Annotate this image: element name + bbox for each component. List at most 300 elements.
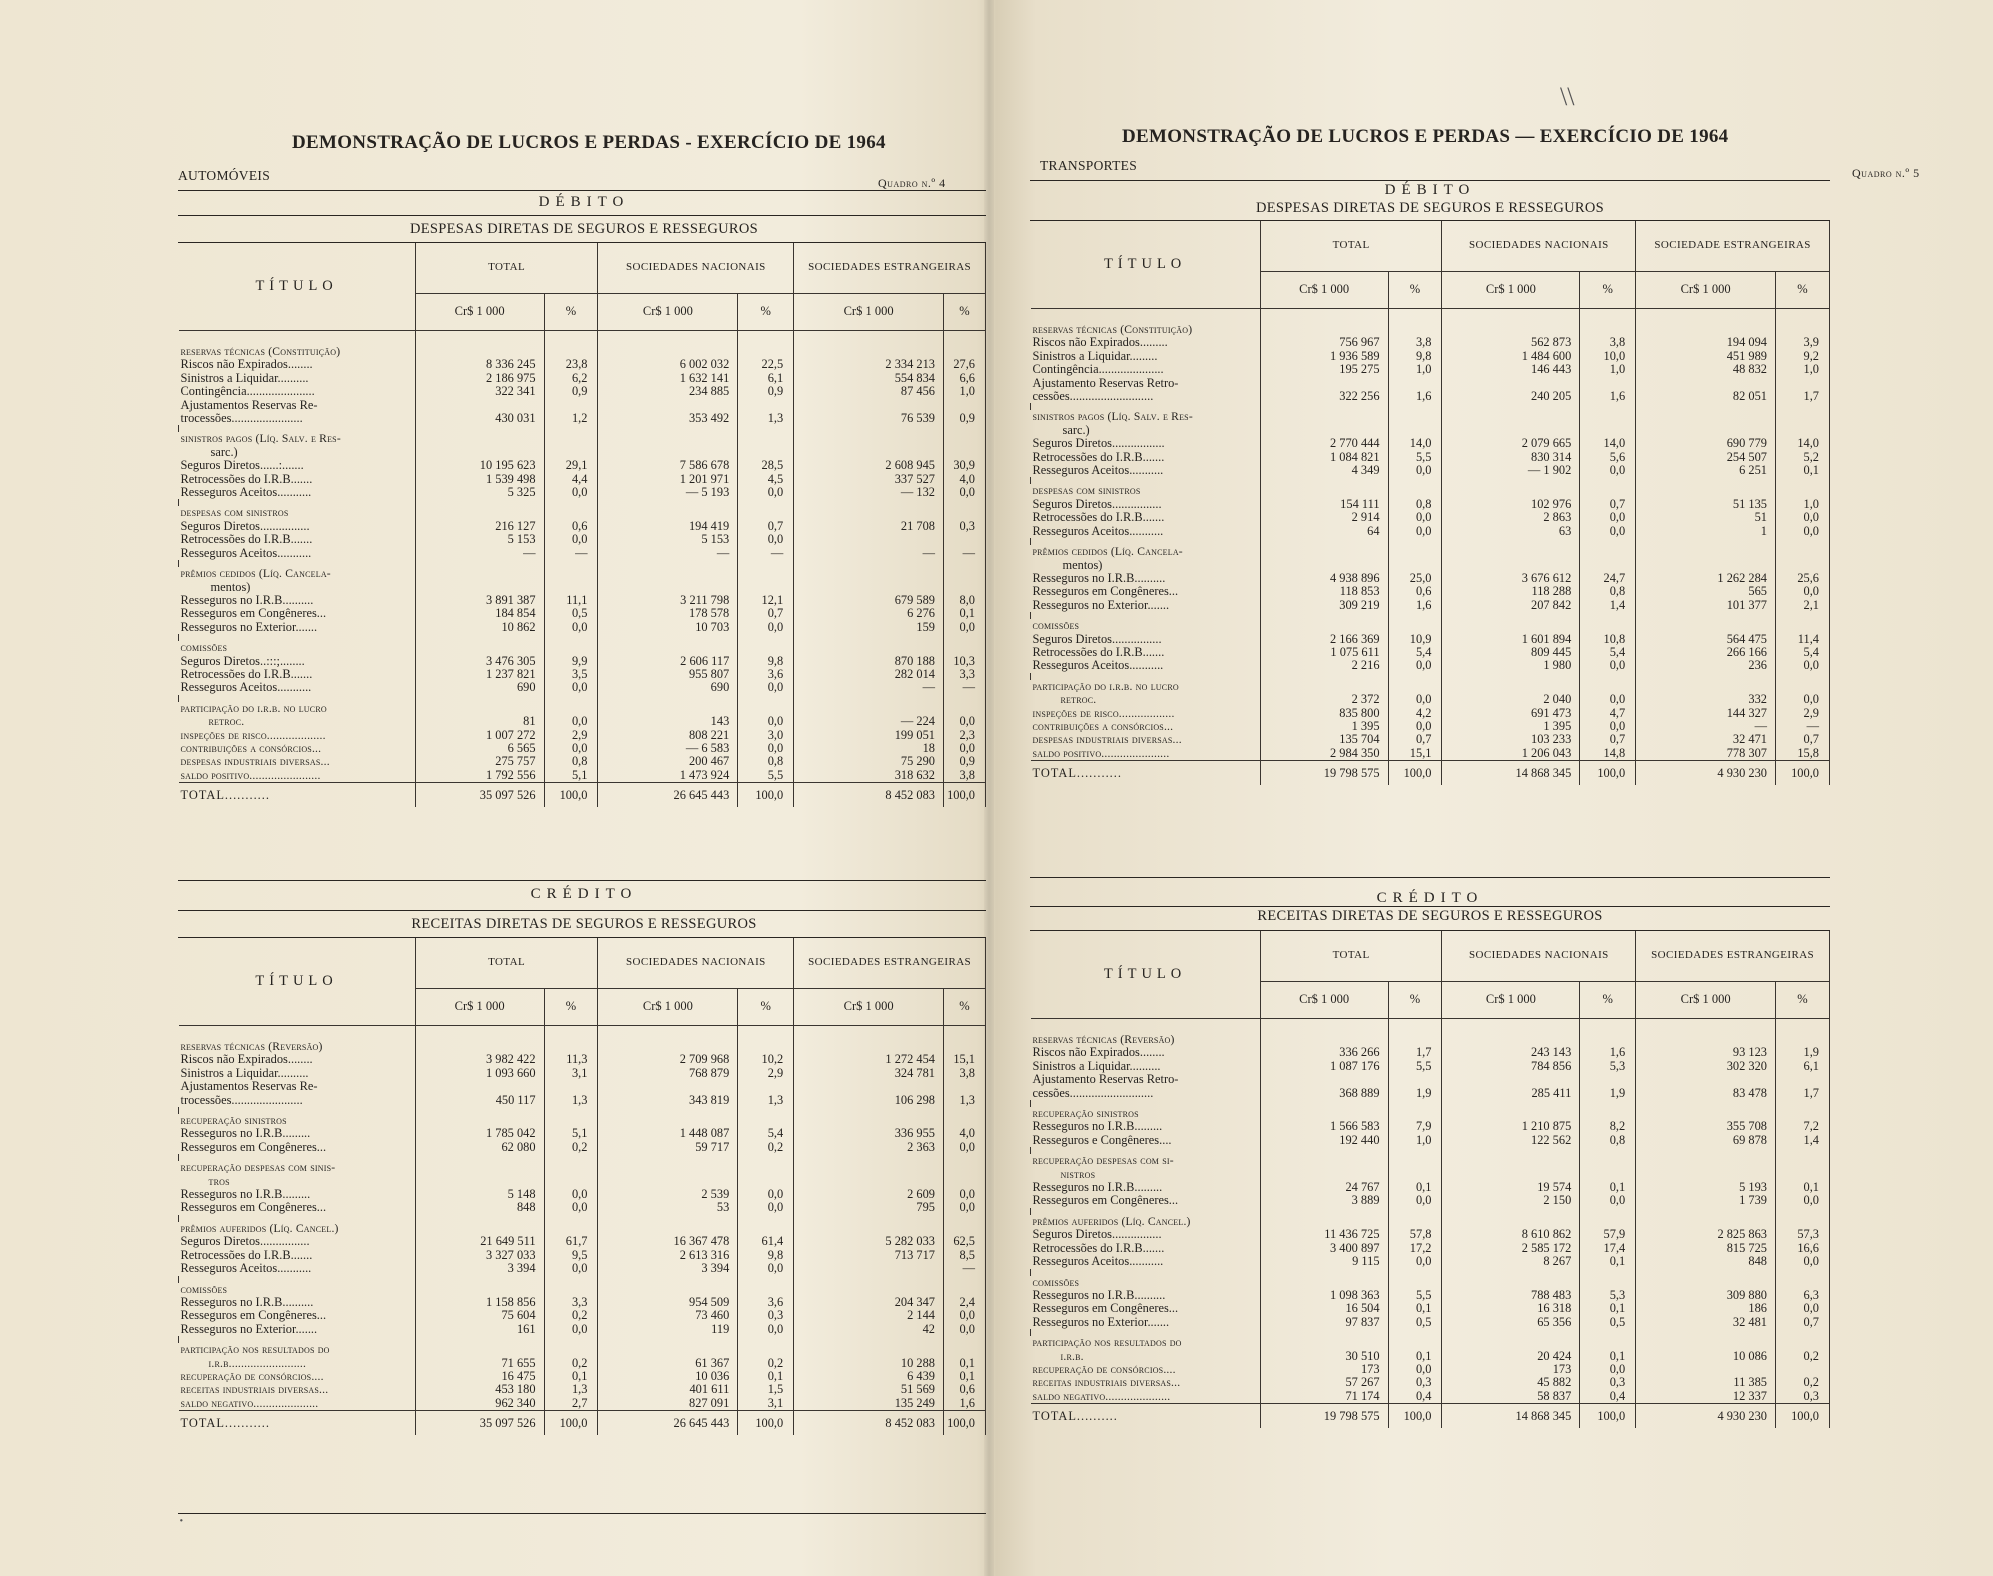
row-label: Sinistros a Liquidar.......... bbox=[179, 372, 416, 385]
spacer-cell bbox=[544, 560, 598, 567]
spacer-cell bbox=[1776, 1329, 1830, 1336]
table-row bbox=[179, 1201, 986, 1214]
value-cell: 2 040 bbox=[1442, 693, 1580, 706]
value-cell: 194 094 bbox=[1636, 336, 1776, 349]
value-cell: 954 509 bbox=[598, 1296, 738, 1309]
percent-cell bbox=[544, 702, 598, 715]
percent-cell: 9,9 bbox=[544, 655, 598, 668]
value-cell: 173 bbox=[1442, 1363, 1580, 1376]
category-label bbox=[1031, 1154, 1261, 1167]
column-group-header: SOCIEDADES NACIONAIS bbox=[598, 243, 794, 294]
percent-cell: 0,1 bbox=[1580, 1350, 1636, 1363]
percent-cell: 2,9 bbox=[1775, 707, 1829, 720]
row-label: cessões........................... bbox=[1031, 390, 1261, 403]
category-text: saldo negativo..................... bbox=[1032, 1389, 1171, 1403]
table-row bbox=[1031, 410, 1830, 423]
percent-cell bbox=[1580, 309, 1636, 337]
percent-cell: 61,7 bbox=[544, 1235, 598, 1248]
category-label bbox=[179, 1283, 416, 1296]
table-row bbox=[179, 641, 986, 654]
row-label: Riscos não Expirados........ bbox=[1031, 1046, 1261, 1059]
table-row bbox=[179, 1397, 986, 1411]
percent-cell: 15,8 bbox=[1775, 747, 1829, 761]
spacer-cell bbox=[943, 499, 985, 506]
value-cell: 1 395 bbox=[1260, 720, 1388, 733]
percent-cell: 25,0 bbox=[1388, 572, 1442, 585]
percent-cell: 0,0 bbox=[738, 533, 794, 546]
value-cell: 32 471 bbox=[1636, 733, 1776, 746]
percent-cell: 0,7 bbox=[1776, 1316, 1830, 1329]
percent-cell: 5,4 bbox=[1580, 646, 1636, 659]
value-cell: 1 980 bbox=[1442, 659, 1580, 672]
table-row bbox=[179, 1357, 986, 1370]
table-row bbox=[179, 655, 986, 668]
spacer-cell bbox=[1442, 1329, 1580, 1336]
table-row bbox=[179, 1188, 986, 1201]
percent-cell: 0,2 bbox=[544, 1357, 598, 1370]
value-cell bbox=[598, 1175, 738, 1188]
spacer-cell bbox=[943, 695, 985, 702]
value-cell: 69 878 bbox=[1636, 1134, 1776, 1147]
spacer-cell bbox=[544, 1276, 598, 1283]
column-header-titulo: TÍTULO bbox=[1031, 931, 1261, 1019]
value-cell: 2 609 bbox=[794, 1188, 944, 1201]
percent-cell: 57,3 bbox=[1776, 1228, 1830, 1241]
spacer-cell bbox=[943, 1336, 985, 1343]
table-row bbox=[1031, 1154, 1830, 1167]
percent-cell: 57,8 bbox=[1388, 1228, 1442, 1241]
table-row bbox=[1031, 572, 1830, 585]
spacer-cell bbox=[1442, 612, 1580, 619]
percent-cell: 28,5 bbox=[738, 459, 794, 472]
spacer-cell bbox=[1260, 1329, 1388, 1336]
table-row bbox=[179, 1343, 986, 1356]
percent-cell bbox=[544, 567, 598, 580]
category-text: retroc. bbox=[208, 715, 245, 729]
spacer-cell bbox=[943, 425, 985, 432]
spacer-cell bbox=[1260, 612, 1388, 619]
percent-cell: 10,8 bbox=[1580, 633, 1636, 646]
spacer-cell bbox=[179, 1154, 416, 1161]
percent-cell bbox=[1776, 1107, 1830, 1120]
percent-cell bbox=[1580, 484, 1636, 497]
value-cell: — bbox=[1636, 720, 1776, 733]
value-cell: 73 460 bbox=[598, 1309, 738, 1322]
value-cell bbox=[1442, 559, 1580, 572]
spacer-cell bbox=[1260, 673, 1388, 680]
spacer-cell bbox=[1580, 1269, 1636, 1276]
table-row bbox=[179, 1276, 986, 1283]
spacer-cell bbox=[1636, 1100, 1776, 1107]
spacer-cell bbox=[598, 1276, 738, 1283]
percent-cell: 24,7 bbox=[1580, 572, 1636, 585]
credito-subheading: RECEITAS DIRETAS DE SEGUROS E RESSEGUROS bbox=[411, 916, 757, 932]
percent-cell: 2,1 bbox=[1775, 599, 1829, 612]
value-cell bbox=[598, 506, 738, 519]
value-cell: 768 879 bbox=[598, 1067, 738, 1080]
percent-cell: 14,0 bbox=[1775, 437, 1829, 450]
percent-cell: 0,0 bbox=[544, 1201, 598, 1214]
percent-cell: 0,1 bbox=[1775, 464, 1829, 477]
percent-cell: 12,1 bbox=[738, 594, 794, 607]
percent-cell bbox=[1580, 559, 1636, 572]
percent-cell: 0,0 bbox=[1776, 1302, 1830, 1315]
spacer-cell bbox=[415, 1215, 544, 1222]
table-row bbox=[179, 412, 986, 425]
value-cell bbox=[1636, 1215, 1776, 1228]
value-cell: 1 158 856 bbox=[415, 1296, 544, 1309]
row-label: Ajustamento Reservas Retro- bbox=[1031, 377, 1261, 390]
value-cell bbox=[415, 331, 544, 359]
value-cell bbox=[794, 1114, 944, 1127]
table-row bbox=[1031, 1147, 1830, 1154]
table-row bbox=[179, 358, 986, 371]
total-value: 14 868 345 bbox=[1442, 1404, 1580, 1428]
value-cell: 254 507 bbox=[1636, 451, 1776, 464]
value-cell bbox=[794, 446, 944, 459]
percent-cell bbox=[544, 1222, 598, 1235]
value-cell: 58 837 bbox=[1442, 1390, 1580, 1404]
table-row bbox=[1031, 477, 1830, 484]
column-group-header: SOCIEDADES ESTRANGEIRAS bbox=[1636, 931, 1830, 982]
row-label: Seguros Diretos......:....... bbox=[179, 459, 416, 472]
value-cell: 1 098 363 bbox=[1260, 1289, 1388, 1302]
row-label: Resseguros Aceitos........... bbox=[179, 547, 416, 560]
category-text: despesas industriais diversas... bbox=[180, 755, 330, 769]
percent-cell bbox=[1580, 1168, 1636, 1181]
row-label: trocessões....................... bbox=[179, 1094, 416, 1107]
table-row bbox=[1031, 1255, 1830, 1268]
spacer-cell bbox=[598, 695, 738, 702]
value-cell: 1 739 bbox=[1636, 1194, 1776, 1207]
table-row bbox=[1031, 673, 1830, 680]
value-cell: 5 193 bbox=[1636, 1181, 1776, 1194]
percent-cell: 0,0 bbox=[943, 486, 985, 499]
value-cell: 3 889 bbox=[1260, 1194, 1388, 1207]
table-row bbox=[1031, 538, 1830, 545]
percent-cell bbox=[1388, 1215, 1442, 1228]
percent-cell: 0,7 bbox=[1775, 733, 1829, 746]
spacer-cell bbox=[1636, 477, 1776, 484]
value-cell: 102 976 bbox=[1442, 498, 1580, 511]
percent-cell bbox=[1388, 377, 1442, 390]
category-text: sinistros pagos (Líq. Salv. e Res- bbox=[1032, 410, 1193, 424]
table-row bbox=[179, 594, 986, 607]
table-row bbox=[179, 1067, 986, 1080]
percent-cell: 0,0 bbox=[1775, 693, 1829, 706]
row-label: Resseguros no I.R.B.......... bbox=[1031, 572, 1261, 585]
percent-cell: 0,0 bbox=[1580, 720, 1636, 733]
percent-cell: 3,6 bbox=[738, 1296, 794, 1309]
value-cell: 336 955 bbox=[794, 1127, 944, 1140]
value-cell: 788 483 bbox=[1442, 1289, 1580, 1302]
percent-cell bbox=[1388, 309, 1442, 337]
percent-cell: 6,3 bbox=[1776, 1289, 1830, 1302]
table-row bbox=[179, 1053, 986, 1066]
value-cell bbox=[1260, 484, 1388, 497]
table-row bbox=[1031, 693, 1830, 706]
spacer-cell bbox=[794, 499, 944, 506]
value-cell bbox=[794, 567, 944, 580]
value-cell: 6 276 bbox=[794, 607, 944, 620]
row-label: Ajustamentos Reservas Re- bbox=[179, 399, 416, 412]
row-label: sarc.) bbox=[1031, 424, 1261, 437]
value-cell: 337 527 bbox=[794, 473, 944, 486]
spacer-cell bbox=[1388, 612, 1442, 619]
percent-cell: 6,1 bbox=[1776, 1060, 1830, 1073]
value-cell: 848 bbox=[415, 1201, 544, 1214]
value-cell bbox=[794, 1080, 944, 1093]
percent-cell: 16,6 bbox=[1776, 1242, 1830, 1255]
category-text: participação nos resultados do bbox=[1032, 1336, 1182, 1350]
category-text: contribuições a consórcios... bbox=[1032, 719, 1174, 733]
percent-cell bbox=[1775, 410, 1829, 423]
percent-cell: 5,6 bbox=[1580, 451, 1636, 464]
row-label: Resseguros no Exterior....... bbox=[1031, 599, 1261, 612]
value-cell bbox=[598, 1080, 738, 1093]
spacer-cell bbox=[794, 560, 944, 567]
category-text: despesas com sinistros bbox=[1032, 484, 1141, 498]
value-cell: 713 717 bbox=[794, 1249, 944, 1262]
percent-cell bbox=[1775, 545, 1829, 558]
percent-cell: 3,0 bbox=[738, 729, 794, 742]
value-cell bbox=[794, 331, 944, 359]
table-row bbox=[1031, 1289, 1830, 1302]
value-cell bbox=[794, 432, 944, 445]
percent-cell bbox=[1775, 309, 1829, 337]
percent-cell: 61,4 bbox=[738, 1235, 794, 1248]
category-text: inspeções de risco................... bbox=[180, 728, 326, 742]
value-cell: 848 bbox=[1636, 1255, 1776, 1268]
percent-cell bbox=[738, 506, 794, 519]
category-label bbox=[179, 432, 416, 445]
spacer-cell bbox=[1388, 1269, 1442, 1276]
value-cell: 2 585 172 bbox=[1442, 1242, 1580, 1255]
category-text: receitas industriais diversas... bbox=[180, 1383, 329, 1397]
column-subheader: Cr$ 1 000 bbox=[415, 989, 544, 1026]
row-label: Resseguros no I.R.B......... bbox=[1031, 1181, 1261, 1194]
table-row bbox=[1031, 1215, 1830, 1228]
percent-cell: 1,2 bbox=[544, 412, 598, 425]
percent-cell: 8,5 bbox=[943, 1249, 985, 1262]
table-row bbox=[179, 560, 986, 567]
row-label: Resseguros no I.R.B......... bbox=[1031, 1120, 1261, 1133]
total-value: 19 798 575 bbox=[1260, 1404, 1388, 1428]
percent-cell: 14,8 bbox=[1580, 747, 1636, 761]
row-label: Retrocessões do I.R.B....... bbox=[179, 668, 416, 681]
percent-cell bbox=[1580, 1019, 1636, 1047]
percent-cell: 0,0 bbox=[1580, 693, 1636, 706]
column-group-header: SOCIEDADES ESTRANGEIRAS bbox=[794, 243, 986, 294]
row-label: Resseguros em Congêneres... bbox=[179, 1141, 416, 1154]
spacer-cell bbox=[738, 499, 794, 506]
percent-cell: 0,0 bbox=[1580, 511, 1636, 524]
percent-cell: 0,0 bbox=[1580, 464, 1636, 477]
category-text: participação do i.r.b. no lucro bbox=[1032, 679, 1179, 693]
spacer-cell bbox=[415, 634, 544, 641]
spacer-cell bbox=[1636, 673, 1776, 680]
spacer-cell bbox=[415, 1336, 544, 1343]
spacer-cell bbox=[1636, 612, 1776, 619]
percent-cell: 0,7 bbox=[1580, 733, 1636, 746]
percent-cell bbox=[1580, 545, 1636, 558]
value-cell bbox=[415, 1114, 544, 1127]
percent-cell bbox=[1388, 1276, 1442, 1289]
table-row bbox=[179, 1107, 986, 1114]
total-percent: 100,0 bbox=[1388, 1404, 1442, 1428]
spacer-cell bbox=[598, 1107, 738, 1114]
value-cell: 784 856 bbox=[1442, 1060, 1580, 1073]
column-subheader: Cr$ 1 000 bbox=[1442, 982, 1580, 1019]
value-cell: 8 610 862 bbox=[1442, 1228, 1580, 1241]
table-row bbox=[1031, 1228, 1830, 1241]
value-cell bbox=[1442, 377, 1580, 390]
percent-cell bbox=[1388, 1107, 1442, 1120]
percent-cell: 0,0 bbox=[1388, 511, 1442, 524]
percent-cell: 14,0 bbox=[1580, 437, 1636, 450]
value-cell bbox=[794, 533, 944, 546]
percent-cell: — bbox=[943, 1262, 985, 1275]
category-text: saldo positivo...................... bbox=[1032, 746, 1170, 760]
category-label bbox=[1031, 1019, 1261, 1047]
value-cell bbox=[1636, 545, 1776, 558]
spacer-cell bbox=[598, 560, 738, 567]
credito-heading: CRÉDITO bbox=[530, 886, 638, 902]
percent-cell: — bbox=[943, 547, 985, 560]
value-cell: 1 210 875 bbox=[1442, 1120, 1580, 1133]
percent-cell: 5,1 bbox=[544, 1127, 598, 1140]
table-row bbox=[1031, 633, 1830, 646]
value-cell: 144 327 bbox=[1636, 707, 1776, 720]
total-row bbox=[179, 1411, 986, 1435]
value-cell bbox=[598, 399, 738, 412]
value-cell: 5 325 bbox=[415, 486, 544, 499]
percent-cell bbox=[738, 1222, 794, 1235]
value-cell: 1 473 924 bbox=[598, 769, 738, 783]
percent-cell: 0,1 bbox=[1388, 1181, 1442, 1194]
percent-cell bbox=[544, 581, 598, 594]
value-cell bbox=[794, 1222, 944, 1235]
value-cell bbox=[415, 567, 544, 580]
total-value: 35 097 526 bbox=[415, 783, 544, 807]
category-continuation bbox=[179, 1175, 416, 1188]
value-cell bbox=[794, 1175, 944, 1188]
percent-cell: 3,8 bbox=[1388, 336, 1442, 349]
percent-cell: 10,9 bbox=[1388, 633, 1442, 646]
percent-cell: 30,9 bbox=[943, 459, 985, 472]
table-row bbox=[179, 486, 986, 499]
percent-cell: 1,6 bbox=[943, 1397, 985, 1411]
table-row bbox=[1031, 659, 1830, 672]
percent-cell bbox=[544, 399, 598, 412]
category-label bbox=[179, 769, 416, 783]
value-cell: — 6 583 bbox=[598, 742, 738, 755]
total-percent: 100,0 bbox=[1776, 1404, 1830, 1428]
percent-cell: 1,0 bbox=[1388, 363, 1442, 376]
table-row bbox=[179, 702, 986, 715]
total-percent: 100,0 bbox=[1388, 761, 1442, 785]
percent-cell: 11,4 bbox=[1775, 633, 1829, 646]
value-cell bbox=[1636, 484, 1776, 497]
value-cell: 118 853 bbox=[1260, 585, 1388, 598]
percent-cell: 1,0 bbox=[943, 385, 985, 398]
percent-cell bbox=[1775, 424, 1829, 437]
table-row bbox=[1031, 464, 1830, 477]
value-cell bbox=[1636, 1154, 1776, 1167]
column-group-header: SOCIEDADES NACIONAIS bbox=[598, 938, 794, 989]
table-row bbox=[179, 385, 986, 398]
quadro-number: Quadro n.º 4 bbox=[878, 176, 946, 190]
category-text: receitas industriais diversas... bbox=[1032, 1376, 1181, 1390]
spacer-cell bbox=[1580, 1329, 1636, 1336]
percent-cell bbox=[1775, 680, 1829, 693]
row-label: Contingência...................... bbox=[179, 385, 416, 398]
table-row bbox=[1031, 1046, 1830, 1059]
value-cell bbox=[1636, 1168, 1776, 1181]
category-label bbox=[1031, 484, 1261, 497]
value-cell bbox=[794, 399, 944, 412]
value-cell: 1 007 272 bbox=[415, 729, 544, 742]
value-cell bbox=[794, 506, 944, 519]
percent-cell bbox=[943, 399, 985, 412]
row-label: Resseguros no I.R.B......... bbox=[179, 1127, 416, 1140]
credito-rule bbox=[178, 910, 986, 911]
total-percent: 100,0 bbox=[1775, 761, 1829, 785]
total-value: 26 645 443 bbox=[598, 783, 738, 807]
value-cell bbox=[598, 432, 738, 445]
percent-cell bbox=[544, 506, 598, 519]
table-row bbox=[1031, 680, 1830, 693]
value-cell: 65 356 bbox=[1442, 1316, 1580, 1329]
percent-cell: 29,1 bbox=[544, 459, 598, 472]
percent-cell: 0,6 bbox=[544, 520, 598, 533]
table-row bbox=[1031, 336, 1830, 349]
spacer-cell bbox=[1388, 1147, 1442, 1154]
row-label: Resseguros no Exterior....... bbox=[1031, 1316, 1261, 1329]
value-cell: 450 117 bbox=[415, 1094, 544, 1107]
value-cell bbox=[415, 432, 544, 445]
spacer-cell bbox=[179, 560, 416, 567]
spacer-cell bbox=[1388, 673, 1442, 680]
value-cell bbox=[1260, 1276, 1388, 1289]
row-label: Resseguros no I.R.B......... bbox=[179, 1188, 416, 1201]
value-cell: 87 456 bbox=[794, 385, 944, 398]
percent-cell: 4,2 bbox=[1388, 707, 1442, 720]
percent-cell: 0,0 bbox=[544, 742, 598, 755]
table-row bbox=[1031, 1194, 1830, 1207]
percent-cell: 1,6 bbox=[1388, 599, 1442, 612]
percent-cell: 9,2 bbox=[1775, 350, 1829, 363]
table-row bbox=[1031, 1073, 1830, 1086]
row-label: Sinistros a Liquidar.......... bbox=[179, 1067, 416, 1080]
row-label: Resseguros Aceitos........... bbox=[179, 1262, 416, 1275]
table-row bbox=[179, 769, 986, 783]
spacer-cell bbox=[1031, 1269, 1261, 1276]
percent-cell: 14,0 bbox=[1388, 437, 1442, 450]
header-rule bbox=[1030, 180, 1830, 181]
percent-cell: 0,4 bbox=[1580, 1390, 1636, 1404]
value-cell: 3 400 897 bbox=[1260, 1242, 1388, 1255]
spacer-cell bbox=[1776, 1269, 1830, 1276]
percent-cell: 0,0 bbox=[544, 621, 598, 634]
percent-cell: 0,1 bbox=[1776, 1181, 1830, 1194]
value-cell: 1 632 141 bbox=[598, 372, 738, 385]
percent-cell: 5,5 bbox=[1388, 1289, 1442, 1302]
spacer-cell bbox=[794, 1215, 944, 1222]
percent-cell: 15,1 bbox=[1388, 747, 1442, 761]
percent-cell: 0,7 bbox=[1388, 733, 1442, 746]
spacer-cell bbox=[794, 1154, 944, 1161]
